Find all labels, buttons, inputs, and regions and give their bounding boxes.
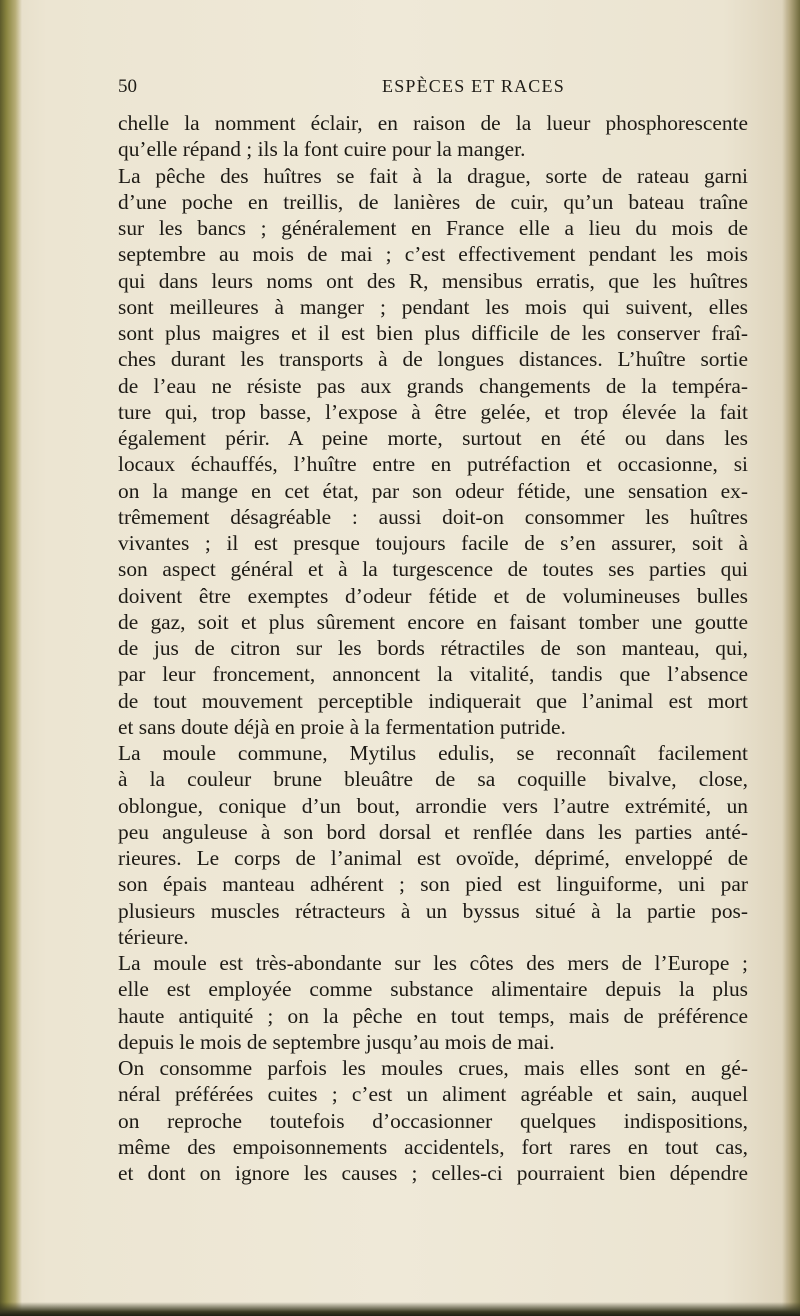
text-line: trêmement désagréable : aussi doit-on consommer les huîtres bbox=[118, 504, 748, 529]
text-line: septembre au mois de mai ; c’est effectivement pendant les mois bbox=[118, 242, 748, 267]
running-title: ESPÈCES ET RACES bbox=[382, 76, 565, 96]
text-line: plusieurs muscles rétracteurs à un byssus situé à la partie pos- bbox=[118, 898, 748, 923]
text-line: depuis le mois de septembre jusqu’au mois de mai. bbox=[118, 1029, 555, 1054]
text-line: ches durant les transports à de longues distances. L’huître sortie bbox=[118, 347, 748, 372]
page-bottom-edge bbox=[0, 1302, 800, 1316]
text-line: La pêche des huîtres se fait à la drague, sorte de rateau garni bbox=[118, 163, 748, 188]
page-number: 50 bbox=[118, 76, 137, 97]
text-line: rieures. Le corps de l’animal est ovoïde, déprimé, enveloppé de bbox=[118, 846, 748, 870]
text-line: sur les bancs ; généralement en France elle a lieu du mois de bbox=[118, 216, 748, 240]
text-line: même des empoisonnements accidentels, fort rares en tout cas, bbox=[118, 1134, 748, 1159]
text-line: à la couleur brune bleuâtre de sa coquille bivalve, close, bbox=[118, 767, 748, 792]
text-line: son épais manteau adhérent ; son pied est linguiforme, uni par bbox=[118, 872, 748, 897]
page-header bbox=[118, 76, 748, 104]
text-line: d’une poche en treillis, de lanières de cuir, qu’un bateau traîne bbox=[118, 189, 748, 214]
text-line: qui dans leurs noms ont des R, mensibus erratis, que les huîtres bbox=[118, 268, 748, 293]
text-line: également périr. A peine morte, surtout en été ou dans les bbox=[118, 426, 748, 450]
text-line: par leur froncement, annoncent la vitalité, tandis que l’absence bbox=[118, 662, 748, 687]
text-line: locaux échauffés, l’huître entre en putréfaction et occasionne, si bbox=[118, 452, 748, 477]
text-line: qu’elle répand ; ils la font cuire pour la manger. bbox=[118, 137, 526, 162]
page-right-edge bbox=[782, 0, 800, 1316]
text-line: néral préférées cuites ; c’est un aliment agréable et sain, auquel bbox=[118, 1082, 748, 1107]
text-line: son aspect général et à la turgescence de toutes ses parties qui bbox=[118, 557, 748, 582]
text-line: doivent être exemptes d’odeur fétide et de volumineuses bulles bbox=[118, 583, 748, 608]
text-line: On consomme parfois les moules crues, mais elles sont en gé- bbox=[118, 1056, 748, 1080]
text-line: de gaz, soit et plus sûrement encore en faisant tomber une goutte bbox=[118, 609, 748, 634]
text-line: oblongue, conique d’un bout, arrondie vers l’autre extrémité, un bbox=[118, 793, 748, 818]
text-line: elle est employée comme substance alimentaire depuis la plus bbox=[118, 977, 748, 1002]
text-line: haute antiquité ; on la pêche en tout temps, mais de préférence bbox=[118, 1003, 748, 1028]
text-line: et dont on ignore les causes ; celles-ci pourraient bien dépendre bbox=[118, 1161, 748, 1185]
text-line: vivantes ; il est presque toujours facile de s’en assurer, soit à bbox=[118, 531, 748, 555]
text-line: et sans doute déjà en proie à la fermentation putride. bbox=[118, 714, 566, 739]
text-line: sont meilleures à manger ; pendant les mois qui suivent, elles bbox=[118, 294, 748, 319]
text-line: térieure. bbox=[118, 924, 189, 949]
text-line: La moule est très-abondante sur les côtes des mers de l’Europe ; bbox=[118, 951, 748, 975]
text-line: on la mange en cet état, par son odeur fétide, une sensation ex- bbox=[118, 478, 748, 503]
text-line: peu anguleuse à son bord dorsal et renflée dans les parties anté- bbox=[118, 819, 748, 844]
text-line: de jus de citron sur les bords rétractiles de son manteau, qui, bbox=[118, 636, 748, 660]
body-text bbox=[118, 110, 748, 1186]
text-line: chelle la nomment éclair, en raison de la lueur phosphorescente bbox=[118, 111, 748, 135]
page-left-edge bbox=[0, 0, 22, 1316]
text-line: on reproche toutefois d’occasionner quelques indispositions, bbox=[118, 1108, 748, 1133]
text-line: de tout mouvement perceptible indiquerait que l’animal est mort bbox=[118, 688, 748, 713]
text-line: ture qui, trop basse, l’expose à être gelée, et trop élevée la fait bbox=[118, 399, 748, 424]
text-line: sont plus maigres et il est bien plus difficile de les conserver fraî- bbox=[118, 321, 748, 345]
text-line: La moule commune, Mytilus edulis, se reconnaît facilement bbox=[118, 741, 748, 765]
text-line: de l’eau ne résiste pas aux grands changements de la tempéra- bbox=[118, 373, 748, 398]
